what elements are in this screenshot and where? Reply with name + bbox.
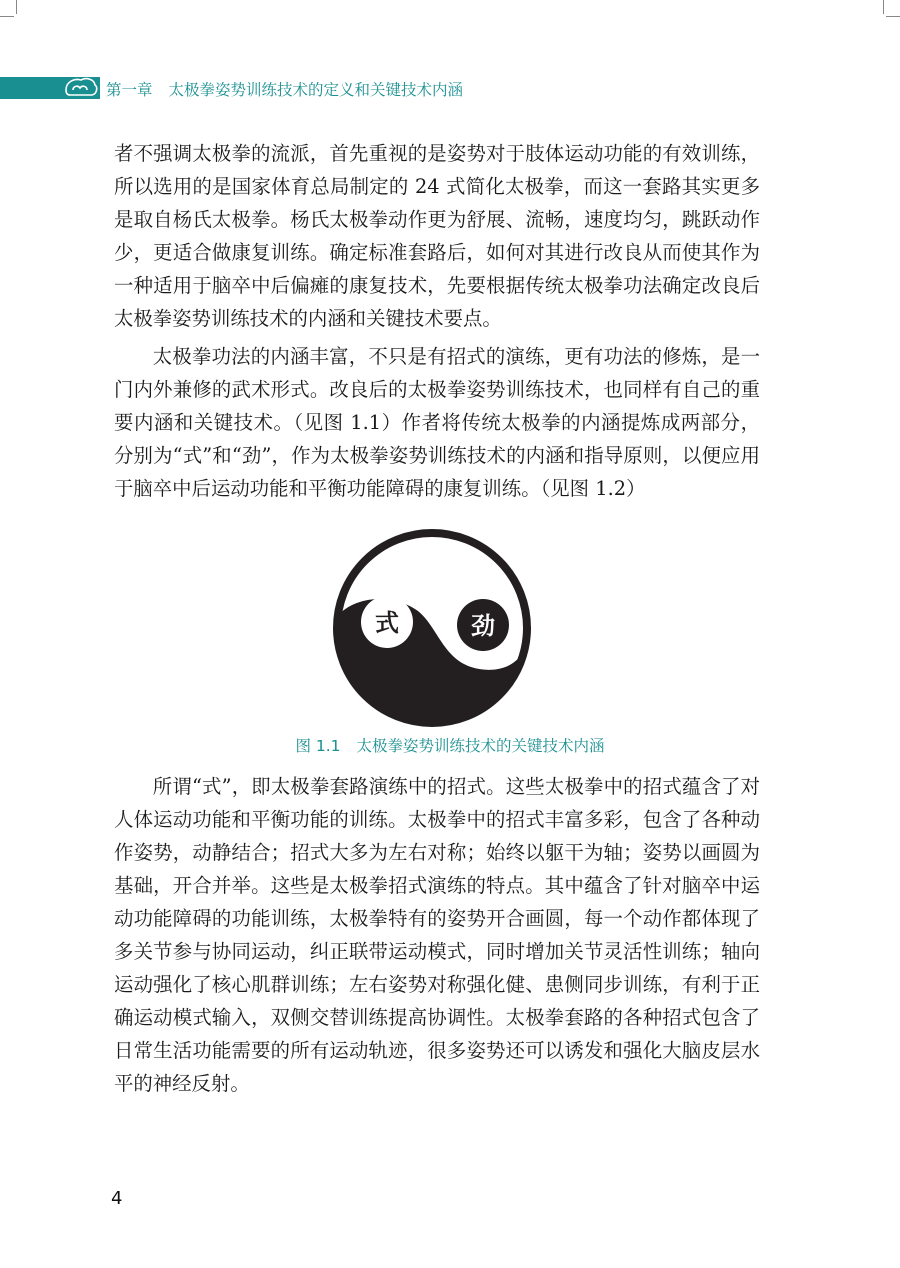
running-header [106,78,463,100]
chapter-title: 太极拳姿势训练技术的定义和关键技术内涵 [168,81,464,99]
crop-mark-top-left-h [0,16,14,17]
caption-text: 太极拳姿势训练技术的关键技术内涵 [356,737,605,755]
paragraph-1: 者不强调太极拳的流派，首先重视的是姿势对于肢体运动功能的有效训练，所以选用的是国家体育总局制定的 24 式简化太极拳，而这一套路其实更多是取自杨氏太极拳。杨氏太极拳动作更为舒展、流畅，速度均匀，跳跃动作少，更适合做康复训练。确定标准套路后，如何对其进行改良从而使其作为一种适用于脑卒中后偏瘫的康复技术，先要根据传统太极拳功法确定改良后太极拳姿势训练技术的内涵和关键技术要点。 [114,142,760,330]
caption-number: 图 1.1 [295,737,341,755]
taiji-figure [331,527,533,729]
label-shi: 式 [375,609,399,637]
paragraph-2: 太极拳功法的内涵丰富，不只是有招式的演练，更有功法的修炼，是一门内外兼修的武术形式。改良后的太极拳姿势训练技术，也同样有自己的重要内涵和关键技术。（见图 1.1）作者将传统太极拳的内涵提炼成两部分，分别为“式”和“劲”，作为太极拳姿势训练技术的内涵和指导原则，以便应用于脑卒中后运动功能和平衡功能障碍的康复训练。（见图 1.2） [114,345,760,500]
chapter-number: 第一章 [106,81,153,99]
crop-mark-top-left [16,0,17,14]
label-jin: 劲 [471,612,495,640]
page-number: 4 [111,1188,123,1209]
figure-caption [0,734,900,756]
body-text-bottom [114,770,760,1100]
body-text-top [114,137,760,505]
crop-mark-top-right [883,0,884,14]
paragraph-3: 所谓“式”，即太极拳套路演练中的招式。这些太极拳中的招式蕴含了对人体运动功能和平衡功能的训练。太极拳中的招式丰富多彩，包含了各种动作姿势，动静结合；招式大多为左右对称；始终以躯干为轴；姿势以画圆为基础，开合并举。这些是太极拳招式演练的特点。其中蕴含了针对脑卒中运动功能障碍的功能训练，太极拳特有的姿势开合画圆，每一个动作都体现了多关节参与协同运动，纠正联带运动模式，同时增加关节灵活性训练；轴向运动强化了核心肌群训练；左右姿势对称强化健、患侧同步训练，有利于正确运动模式输入，双侧交替训练提高协调性。太极拳套路的各种招式包含了日常生活功能需要的所有运动轨迹，很多姿势还可以诱发和强化大脑皮层水平的神经反射。 [114,775,760,1095]
cloud-logo-icon [64,76,98,100]
crop-mark-top-right-h [886,16,900,17]
